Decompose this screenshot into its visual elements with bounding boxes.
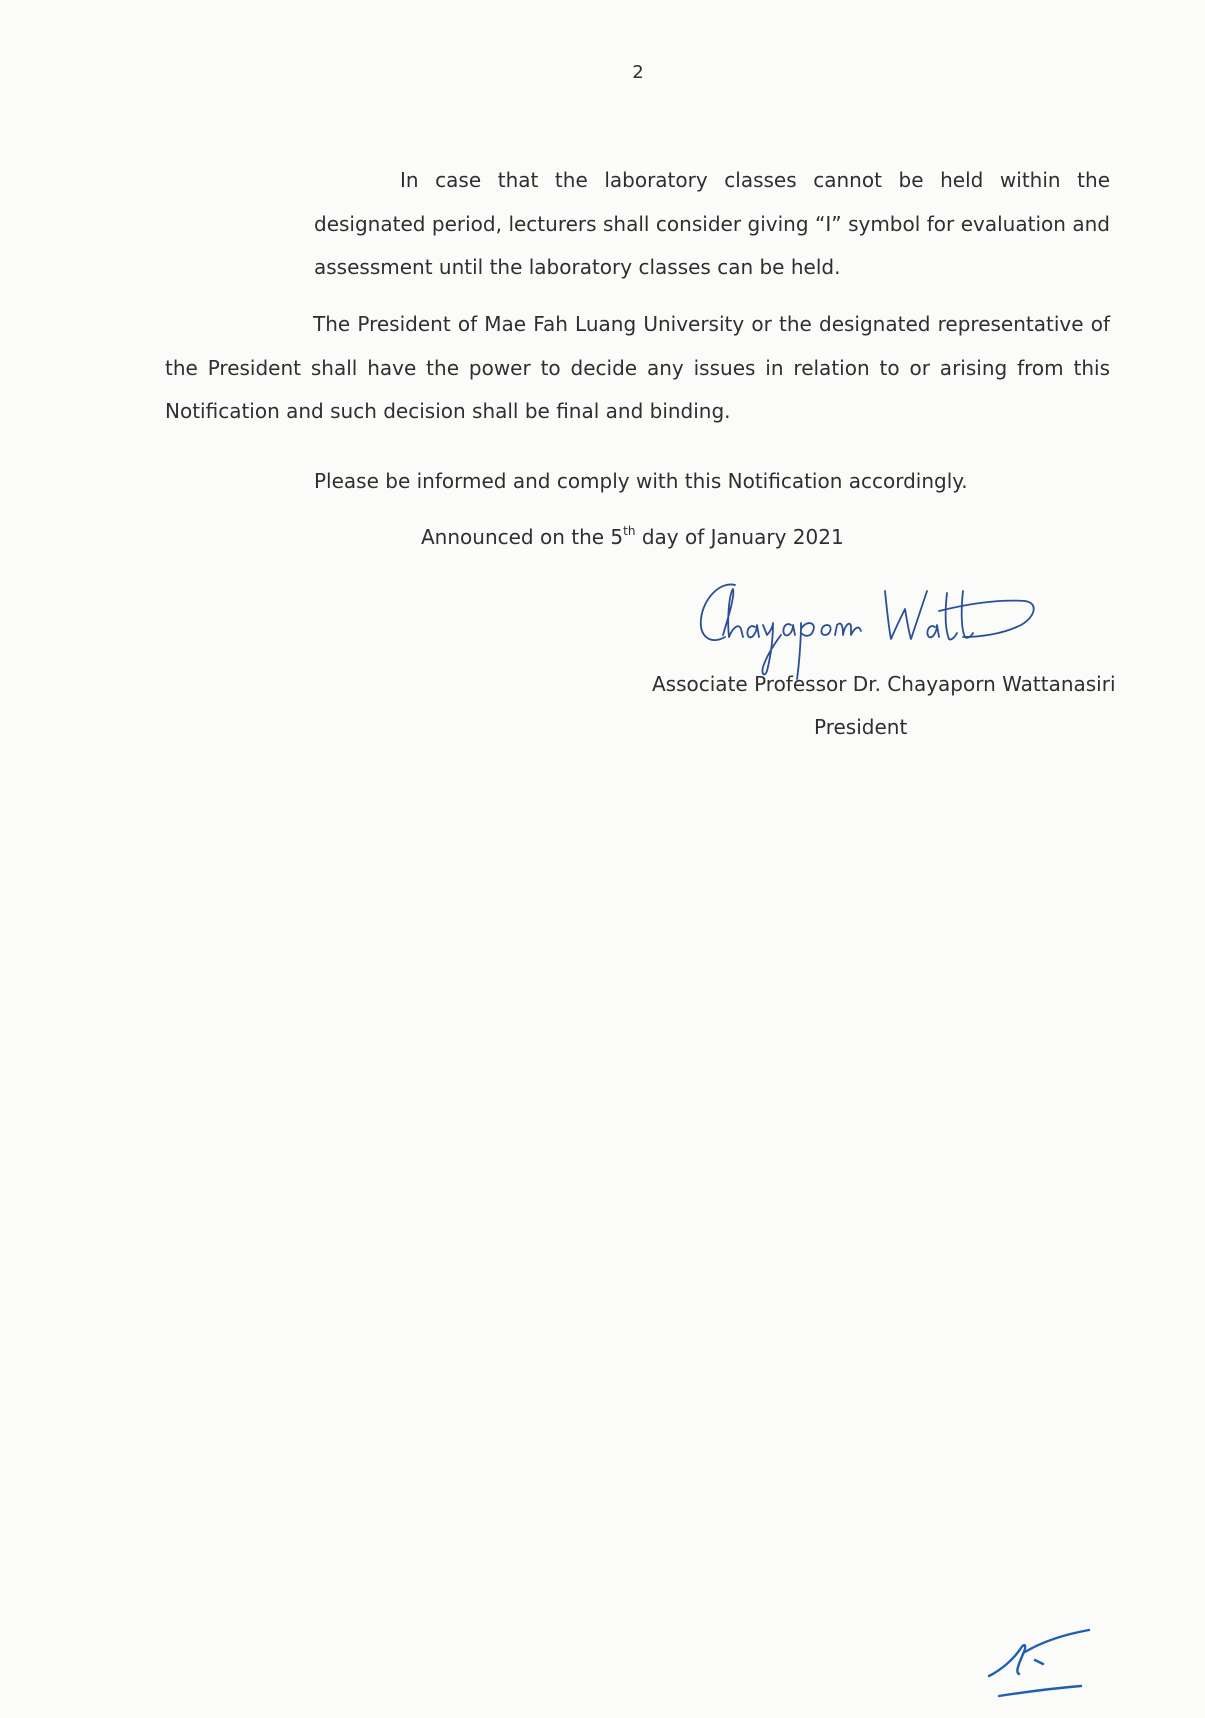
announcement-ordinal: th bbox=[623, 524, 636, 538]
page-number: 2 bbox=[632, 62, 644, 83]
announcement-date bbox=[421, 516, 844, 560]
announcement-prefix: Announced on the 5 bbox=[421, 525, 624, 549]
signer-title: President bbox=[814, 715, 908, 739]
handwritten-initials bbox=[985, 1620, 1095, 1700]
paragraph-comply: Please be informed and comply with this Notification accordingly. bbox=[314, 469, 968, 493]
handwritten-signature bbox=[695, 575, 1040, 685]
paragraph-president-power: The President of Mae Fah Luang University or the designated representative of the President shall have the power to decide any issues in relation to or arising from this Notification and such decision shall be final and binding. bbox=[165, 312, 1110, 423]
announcement-suffix: day of January 2021 bbox=[635, 525, 844, 549]
paragraph-laboratory-classes: In case that the laboratory classes cannot be held within the designated period, lecturers shall consider giving “I” symbol for evaluation and assessment until the laboratory classes can be held. bbox=[314, 168, 1110, 279]
signer-name: Associate Professor Dr. Chayaporn Wattanasiri bbox=[652, 672, 1116, 696]
